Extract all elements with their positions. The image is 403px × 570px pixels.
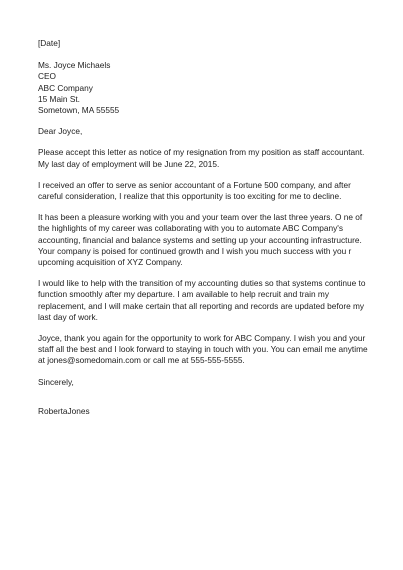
paragraph-line: Please accept this letter as notice of my resignation from my position as staff accountant.: [38, 147, 365, 158]
recipient-address: [38, 60, 368, 116]
closing: [38, 377, 368, 388]
salutation: [38, 126, 368, 137]
paragraph-line: upcoming acquisition of XYZ Company.: [38, 257, 183, 268]
recipient-street: 15 Main St.: [38, 93, 80, 104]
paragraph-appreciation: [38, 212, 368, 268]
signature: [38, 406, 368, 417]
paragraph-line: function smoothly after my departure. I am available to help recruit and train my: [38, 289, 329, 300]
paragraph-transition: [38, 278, 368, 323]
recipient-company: ABC Company: [38, 82, 93, 93]
recipient-title: CEO: [38, 71, 56, 82]
paragraph-line: Joyce, thank you again for the opportunity to work for ABC Company. I wish you and your: [38, 333, 366, 344]
paragraph-line: accounting, financial and balance systems and setting up your accounting infrastructure.: [38, 234, 362, 245]
date-line: [Date]: [38, 38, 61, 48]
paragraph-line: careful consideration, I realize that this opportunity is too exciting for me to decline.: [38, 191, 342, 202]
paragraph-line: staff all the best and I look forward to staying in touch with you. You can email me anytime: [38, 344, 368, 355]
letter-body: [38, 38, 368, 417]
paragraph-line: the highlights of my career was collaborating with you to automate ABC Company's: [38, 223, 344, 234]
paragraph-line: last day of work.: [38, 311, 98, 322]
paragraph-line: Your company is poised for continued growth and I wish you much success with you r: [38, 245, 352, 256]
paragraph-line: My last day of employment will be June 22, 2015.: [38, 158, 220, 169]
closing-line: Sincerely,: [38, 376, 74, 387]
paragraph-line: I received an offer to serve as senior accountant of a Fortune 500 company, and after: [38, 179, 351, 190]
paragraph-line: at jones@somedomain.com or call me at 555-555-5555.: [38, 355, 245, 366]
paragraph-new-offer: [38, 180, 368, 202]
recipient-city: Sometown, MA 55555: [38, 105, 120, 116]
salutation-line: Dear Joyce,: [38, 126, 83, 137]
paragraph-line: It has been a pleasure working with you and your team over the last three years. O ne of: [38, 212, 363, 223]
paragraph-line: replacement, and I will make certain that all reporting and records are updated before my: [38, 300, 365, 311]
signature-name: RobertaJones: [38, 405, 90, 416]
recipient-name: Ms. Joyce Michaels: [38, 60, 111, 71]
paragraph-line: I would like to help with the transition of my accounting duties so that systems continue to: [38, 278, 366, 289]
letter-date: [38, 38, 368, 49]
paragraph-resignation-notice: [38, 147, 368, 169]
paragraph-thanks-contact: [38, 333, 368, 367]
